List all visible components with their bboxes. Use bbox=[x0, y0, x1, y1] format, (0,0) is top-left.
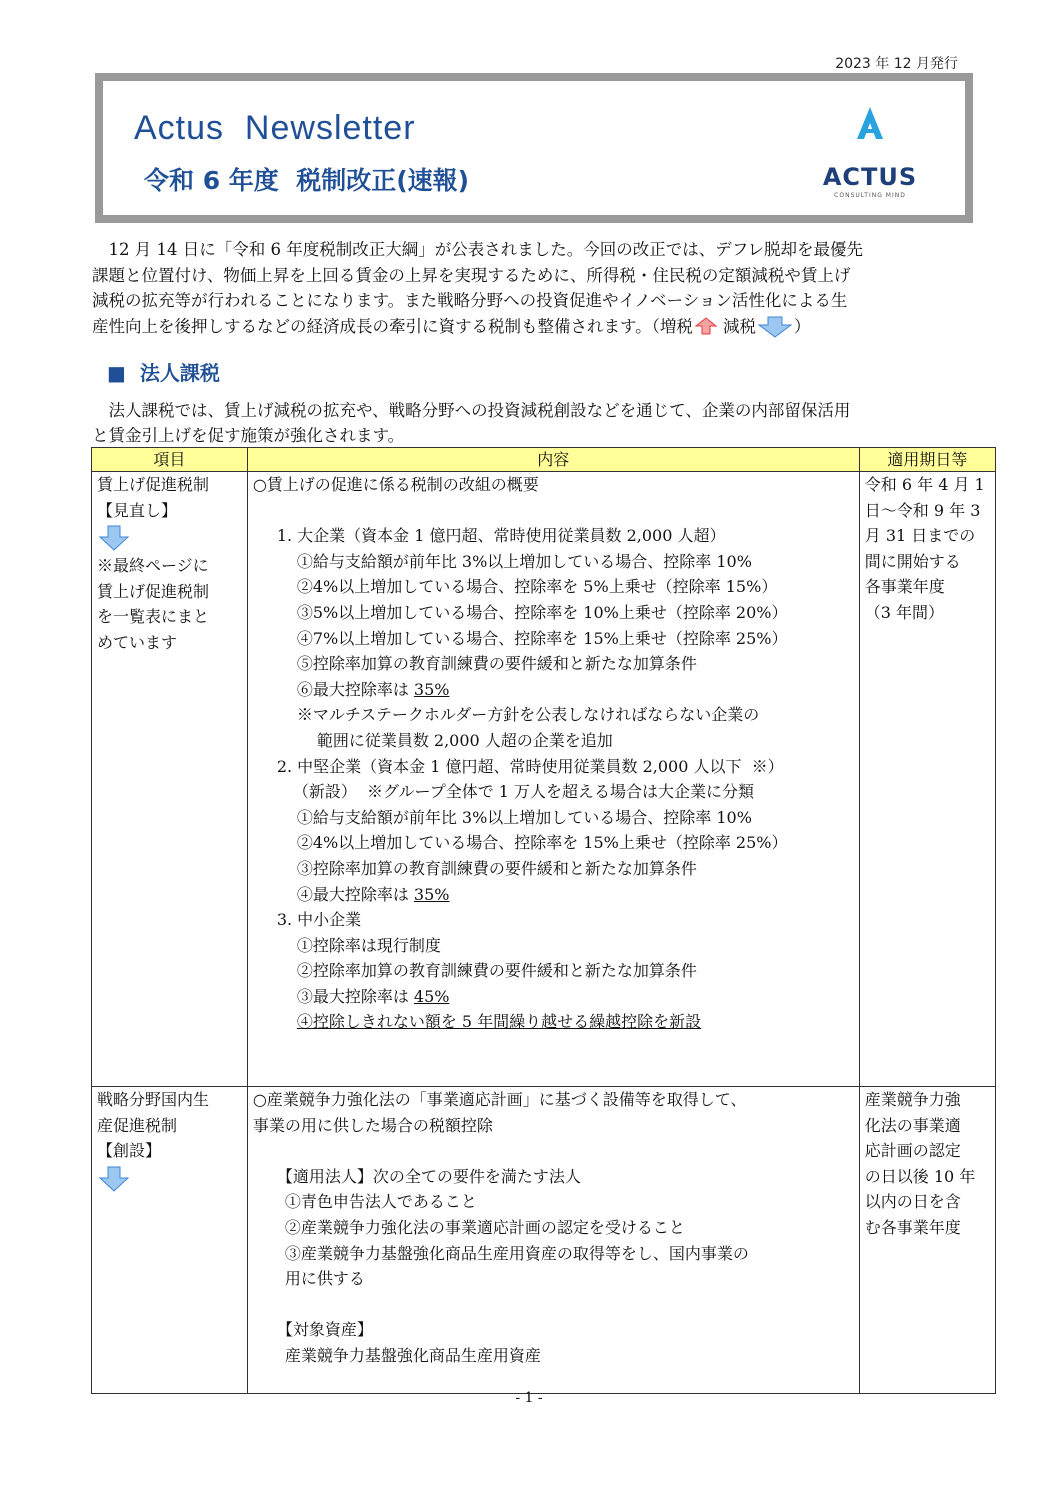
content-line: 産業競争力基盤強化商品生産用資産 bbox=[284, 1345, 541, 1365]
lead-line: と賃金引上げを促す施策が強化されます。 bbox=[92, 426, 405, 445]
intro-line: 12 月 14 日に「令和 6 年度税制改正大綱」が公表されました。今回の改正では、デフレ脱却を最優先 bbox=[92, 240, 864, 259]
blank-line bbox=[253, 498, 854, 524]
content-line: ①給与支給額が前年比 3%以上増加している場合、控除率 10% bbox=[296, 807, 752, 827]
content-text: ⑥最大控除率は bbox=[296, 679, 414, 699]
column-header-effective-date: 適用期日等 bbox=[859, 448, 995, 472]
issue-date: 2023 年 12 月発行 bbox=[835, 56, 958, 72]
date-line: 各事業年度 bbox=[864, 577, 945, 597]
content-line bbox=[253, 677, 854, 703]
content-line: ②4%以上増加している場合、控除率を 5%上乗せ（控除率 15%） bbox=[296, 577, 778, 597]
column-header-item: 項目 bbox=[92, 448, 248, 472]
tax-reform-table bbox=[91, 447, 996, 1394]
item-note-line: 賃上げ促進税制 bbox=[97, 581, 210, 601]
content-line: ○産業競争力強化法の「事業適応計画」に基づく設備等を取得して、 bbox=[252, 1090, 747, 1109]
content-line: ④7%以上増加している場合、控除率を 15%上乗せ（控除率 25%） bbox=[296, 628, 788, 648]
content-line: ①青色申告法人であること bbox=[284, 1192, 477, 1212]
newsletter-title: Actus Newsletter bbox=[134, 109, 416, 147]
content-line: ③控除率加算の教育訓練費の要件緩和と新たな加算条件 bbox=[296, 858, 697, 878]
item-name: 賃上げ促進税制 bbox=[97, 475, 210, 494]
actus-logo-icon bbox=[815, 99, 925, 159]
content-line: ③5%以上増加している場合、控除率を 10%上乗せ（控除率 20%） bbox=[296, 602, 788, 622]
blue-down-arrow-icon bbox=[99, 1166, 129, 1192]
content-line: 3. 中小企業 bbox=[276, 910, 362, 930]
date-line: 月 31 日までの bbox=[864, 526, 976, 546]
intro-line-legend bbox=[92, 314, 962, 340]
date-line: 日～令和 9 年 3 bbox=[864, 500, 981, 520]
underlined-rate: 35% bbox=[413, 884, 450, 904]
content-line: 範囲に従業員数 2,000 人超の企業を追加 bbox=[316, 730, 613, 750]
content-line: 事業の用に供した場合の税額控除 bbox=[252, 1115, 493, 1135]
content-line: ○賃上げの促進に係る税制の改組の概要 bbox=[252, 475, 539, 494]
item-status: 【見直し】 bbox=[97, 500, 178, 520]
underlined-rate: 45% bbox=[413, 986, 450, 1006]
date-line: （3 年間） bbox=[864, 602, 945, 622]
item-cell bbox=[92, 472, 248, 1087]
actus-logo bbox=[815, 99, 925, 209]
intro-paragraph bbox=[92, 237, 962, 339]
content-line: ②4%以上増加している場合、控除率を 15%上乗せ（控除率 25%） bbox=[296, 833, 788, 853]
logo-wordmark: ACTUS bbox=[822, 163, 918, 191]
content-line: ⑤控除率加算の教育訓練費の要件緩和と新たな加算条件 bbox=[296, 654, 697, 674]
item-cell bbox=[92, 1087, 248, 1394]
item-name: 戦略分野国内生 bbox=[97, 1090, 210, 1109]
content-line: ①控除率は現行制度 bbox=[296, 935, 441, 955]
date-line: 化法の事業適 bbox=[864, 1115, 961, 1135]
blue-down-arrow-icon bbox=[99, 525, 129, 551]
content-line: ①給与支給額が前年比 3%以上増加している場合、控除率 10% bbox=[296, 551, 752, 571]
content-line: 2. 中堅企業（資本金 1 億円超、常時使用従業員数 2,000 人以下 ※） bbox=[276, 756, 784, 776]
content-line: ④控除しきれない額を 5 年間繰り越せる繰越控除を新設 bbox=[296, 1012, 702, 1032]
intro-line: 減税の拡充等が行われることになります。また戦略分野への投資促進やイノベーション活性化による生 bbox=[92, 291, 848, 310]
content-line: 【適用法人】次の全ての要件を満たす法人 bbox=[276, 1166, 581, 1186]
table-header-row bbox=[92, 448, 996, 472]
intro-line: 課題と位置付け、物価上昇を上回る賃金の上昇を実現するために、所得税・住民税の定額減税や賃上げ bbox=[92, 265, 851, 285]
content-line: ②控除率加算の教育訓練費の要件緩和と新たな加算条件 bbox=[296, 961, 697, 981]
logo-tagline: CONSULTING MIND bbox=[834, 192, 906, 199]
content-line: ③産業競争力基盤強化商品生産用資産の取得等をし、国内事業の bbox=[284, 1243, 749, 1263]
content-line: 用に供する bbox=[284, 1269, 365, 1289]
date-line: の日以後 10 年 bbox=[864, 1166, 976, 1186]
item-note-line: を一覧表にまと bbox=[97, 607, 210, 627]
date-line: 産業競争力強 bbox=[864, 1090, 961, 1109]
table-row bbox=[92, 472, 996, 1087]
decrease-legend-label: 減税 bbox=[722, 316, 756, 336]
lead-line: 法人課税では、賃上げ減税の拡充や、戦略分野への投資減税創設などを通じて、企業の内部留保活用 bbox=[92, 401, 851, 420]
underlined-rate: 35% bbox=[413, 679, 450, 699]
table-row bbox=[92, 1087, 996, 1394]
red-up-arrow-icon bbox=[695, 317, 717, 335]
blank-line bbox=[253, 1292, 854, 1318]
content-text: ④最大控除率は bbox=[296, 884, 414, 904]
content-text: ③最大控除率は bbox=[296, 986, 414, 1006]
section-lead bbox=[92, 398, 962, 448]
legend-close-paren: ） bbox=[793, 316, 811, 336]
date-line: む各事業年度 bbox=[864, 1217, 961, 1237]
content-cell bbox=[247, 1087, 859, 1394]
newsletter-subtitle: 令和 6 年度 税制改正(速報) bbox=[144, 166, 470, 195]
content-line: 【対象資産】 bbox=[276, 1320, 373, 1340]
column-header-content: 内容 bbox=[247, 448, 859, 472]
blank-line bbox=[253, 1138, 854, 1164]
content-line: ②産業競争力強化法の事業適応計画の認定を受けること bbox=[284, 1217, 685, 1237]
content-cell bbox=[247, 472, 859, 1087]
section-heading: ■ 法人課税 bbox=[107, 361, 220, 385]
date-line: 応計画の認定 bbox=[864, 1141, 961, 1161]
item-status: 【創設】 bbox=[97, 1141, 162, 1161]
content-line bbox=[253, 984, 854, 1010]
content-line: （新設） ※グループ全体で 1 万人を超える場合は大企業に分類 bbox=[292, 782, 755, 802]
date-line: 間に開始する bbox=[864, 551, 961, 571]
item-note-line: ※最終ページに bbox=[97, 556, 209, 576]
newsletter-header bbox=[95, 73, 973, 223]
item-note-line: めています bbox=[97, 632, 178, 652]
page-number: - 1 - bbox=[515, 1390, 543, 1406]
date-cell bbox=[859, 1087, 995, 1394]
date-cell bbox=[859, 472, 995, 1087]
blue-down-arrow-icon bbox=[758, 316, 792, 338]
date-line: 令和 6 年 4 月 1 bbox=[864, 475, 985, 494]
content-line: 1. 大企業（資本金 1 億円超、常時使用従業員数 2,000 人超） bbox=[276, 526, 726, 546]
intro-line: 産性向上を後押しするなどの経済成長の牽引に資する税制も整備されます。（増税 bbox=[92, 316, 693, 336]
date-line: 以内の日を含 bbox=[864, 1192, 961, 1212]
item-name: 産促進税制 bbox=[97, 1115, 178, 1135]
content-line: ※マルチステークホルダー方針を公表しなければならない企業の bbox=[296, 705, 760, 725]
content-line bbox=[253, 882, 854, 908]
